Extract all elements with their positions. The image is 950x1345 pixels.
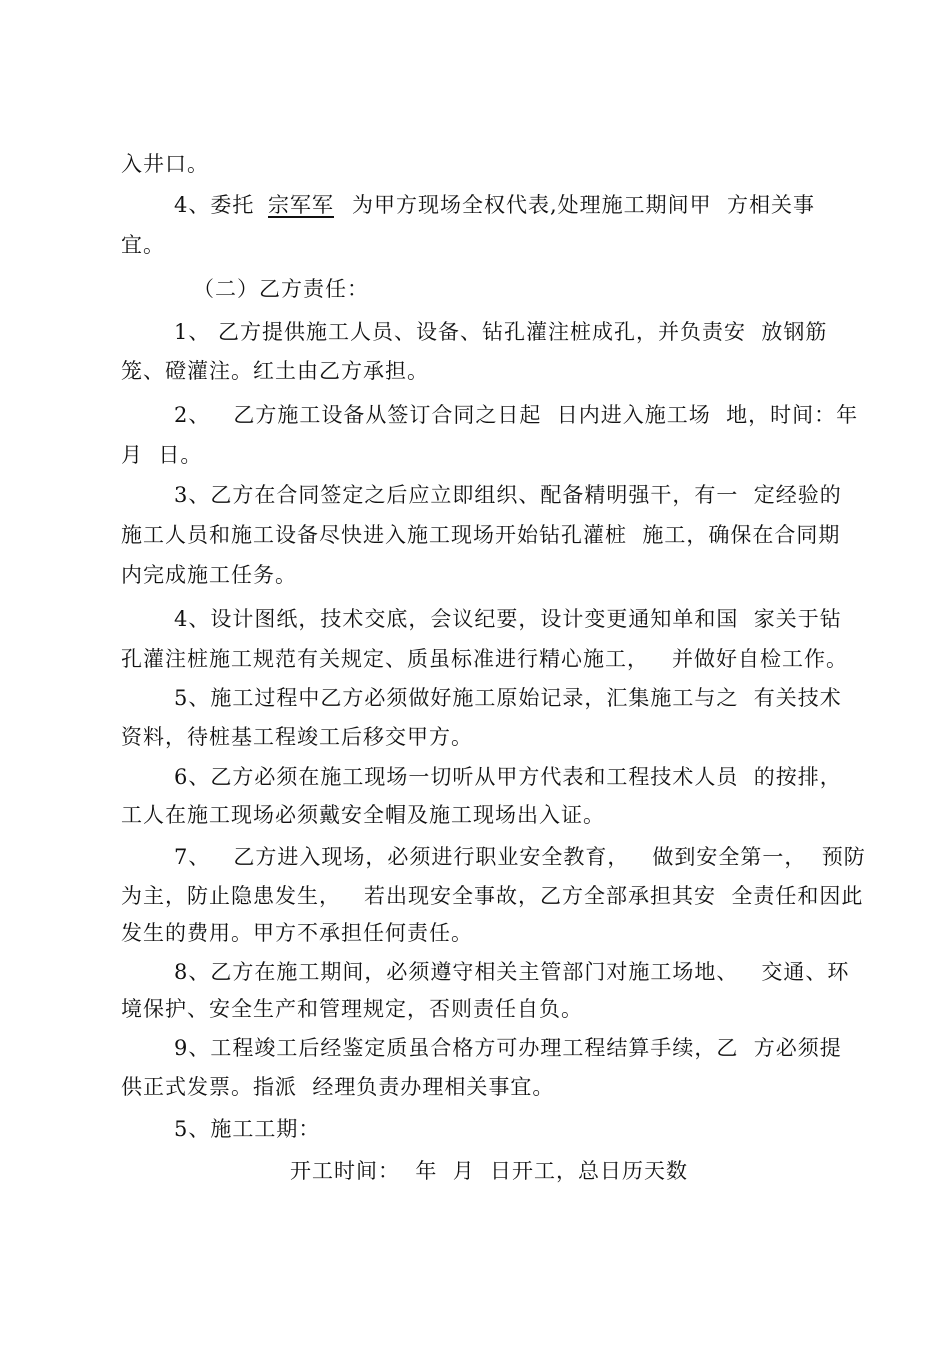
text-line-14: 5、施工过程中乙方必须做好施工原始记录，汇集施工与之 有关技术	[174, 686, 842, 710]
text-line-11: 内完成施工任务。	[121, 563, 297, 587]
section-heading: （二）乙方责任：	[193, 277, 369, 301]
text-line-26: 开工时间： 年 月 日开工，总日历天数	[290, 1159, 689, 1183]
text-line-2b: 为甲方现场全权代表,处理施工期间甲 方相关事	[352, 193, 816, 217]
text-line-5: 1、 乙方提供施工人员、设备、钻孔灌注桩成孔，并负责安 放钢筋	[174, 320, 828, 344]
text-line-13: 孔灌注桩施工规范有关规定、质虽标准进行精心施工， 并做好自检工作。	[121, 647, 849, 671]
text-line-18: 7、 乙方进入现场，必须进行职业安全教育， 做到安全第一， 预防	[174, 845, 866, 869]
text-line-7: 2、 乙方施工设备从签订合同之日起 日内进入施工场 地，时间：年	[174, 403, 859, 427]
text-line-9: 3、乙方在合同签定之后应立即组织、配备精明强干，有一 定经验的	[174, 483, 842, 507]
text-line-2a: 4、委托	[174, 193, 255, 217]
text-line-17: 工人在施工现场必须戴安全帽及施工现场出入证。	[121, 803, 605, 827]
text-line-24: 供正式发票。指派 经理负责办理相关事宜。	[121, 1075, 555, 1099]
representative-name: 宗军军	[268, 193, 334, 217]
text-line-25: 5、施工工期：	[174, 1117, 321, 1141]
text-line-1: 入井口。	[121, 152, 209, 176]
text-line-23: 9、工程竣工后经鉴定质虽合格方可办理工程结算手续，乙 方必须提	[174, 1036, 842, 1060]
text-line-15: 资料，待桩基工程竣工后移交甲方。	[121, 725, 473, 749]
text-line-8: 月 日。	[121, 443, 203, 467]
text-line-20: 发生的费用。甲方不承担任何责任。	[121, 921, 473, 945]
text-line-21: 8、乙方在施工期间，必须遵守相关主管部门对施工场地、 交通、环	[174, 960, 850, 984]
text-line-16: 6、乙方必须在施工现场一切听从甲方代表和工程技术人员 的按排，	[174, 765, 842, 789]
text-line-3: 宜。	[121, 233, 165, 257]
text-line-6: 笼、磴灌注。红土由乙方承担。	[121, 359, 429, 383]
text-line-12: 4、设计图纸，技术交底，会议纪要，设计变更通知单和国 家关于钻	[174, 607, 842, 631]
text-line-19: 为主，防止隐患发生， 若出现安全事故，乙方全部承担其安 全责任和因此	[121, 884, 864, 908]
text-line-22: 境保护、安全生产和管理规定，否则责任自负。	[121, 997, 583, 1021]
text-line-10: 施工人员和施工设备尽快进入施工现场开始钻孔灌桩 施工，确保在合同期	[121, 523, 841, 547]
